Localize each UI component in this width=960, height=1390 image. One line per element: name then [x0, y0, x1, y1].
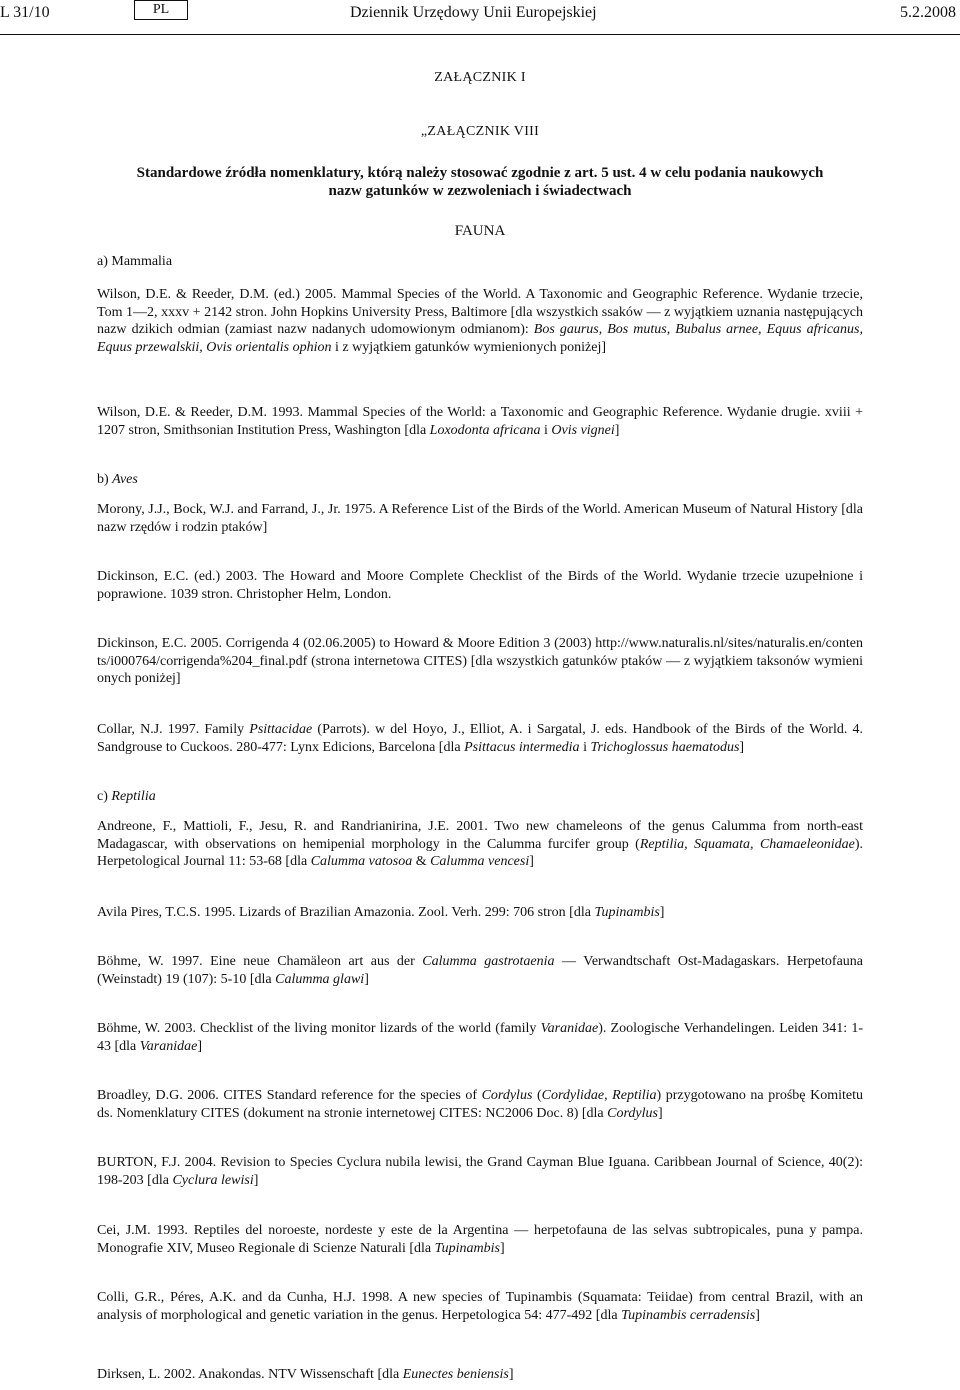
reference-entry: Morony, J.J., Bock, W.J. and Farrand, J., Jr. 1975. A Reference List of the Birds of the World. American Museum of Natural History [dla nazw rzędów i rodzin ptaków] — [97, 502, 863, 535]
reference-entry: Andreone, F., Mattioli, F., Jesu, R. and Randrianirina, J.E. 2001. Two new chameleons of the genus Calumma from north-east Madagascar, with observations on hemipenial morphology in the Calumma furcifer group (Reptilia, Squamata, Chamaeleonidae). Herpetological Journal 11: 53-68 [dla Calumma vatosoa & Calumma vencesi] — [97, 819, 863, 869]
section-prefix: b) — [97, 472, 109, 487]
annex-subtitle: „ZAŁĄCZNIK VIII — [420, 124, 540, 139]
issue-date: 5.2.2008 — [900, 4, 956, 21]
page-reference: L 31/10 — [0, 4, 50, 21]
reference-entry: Broadley, D.G. 2006. CITES Standard reference for the species of Cordylus (Cordylidae, Reptilia) przygotowano na prośbę Komitetu ds. Nomenklatury CITES (dokument na stronie internetowej CITES: NC2006 Doc. 8) [dla Cordylus] — [97, 1088, 863, 1121]
fauna-heading: FAUNA — [454, 223, 506, 239]
reference-entry: Wilson, D.E. & Reeder, D.M. 1993. Mammal Species of the World: a Taxonomic and Geographic Reference. Wydanie drugie. xviii + 1207 stron, Smithsonian Institution Press, Washington [dla Loxodonta africana i Ovis vignei] — [97, 405, 863, 438]
section-name: Aves — [112, 472, 138, 487]
reference-entry: Böhme, W. 1997. Eine neue Chamäleon art aus der Calumma gastrotaenia — Verwandtschaft Ost-Madagaskars. Herpetofauna (Weinstadt) 19 (107): 5-10 [dla Calumma glawi] — [97, 954, 864, 987]
document-title — [0, 164, 960, 200]
reference-entry: Wilson, D.E. & Reeder, D.M. (ed.) 2005. Mammal Species of the World. A Taxonomic and Geographic Reference. Wydanie trzecie, Tom 1—2, xxxv + 2142 stron. John Hopkins University Press, Baltimore [dla wszystkich ssaków — z wyjątkiem uznania następujących nazw dzikich odmian (zamiast nazw nadanych udomowionym odmianom): Bos gaurus, Bos mutus, Bubalus arnee, Equus africanus, Equus przewalskii, Ovis orientalis ophion i z wyjątkiem gatunków wymienionych poniżej] — [97, 287, 864, 355]
reference-entry: Böhme, W. 2003. Checklist of the living monitor lizards of the world (family Varanidae). Zoologische Verhandelingen. Leiden 341: 1-43 [dla Varanidae] — [97, 1021, 864, 1054]
reference-entry: Dirksen, L. 2002. Anakondas. NTV Wissenschaft [dla Eunectes beniensis] — [97, 1367, 514, 1382]
reference-entry: Avila Pires, T.C.S. 1995. Lizards of Brazilian Amazonia. Zool. Verh. 299: 706 stron [dla Tupinambis] — [97, 905, 665, 920]
journal-title: Dziennik Urzędowy Unii Europejskiej — [350, 4, 597, 21]
annex-title: ZAŁĄCZNIK I — [434, 70, 526, 85]
reference-entry: Cei, J.M. 1993. Reptiles del noroeste, nordeste y este de la Argentina — herpetofauna de las selvas subtropicales, puna y pampa. Monografie XIV, Museo Regionale di Scienze Naturali [dla Tupinambis] — [97, 1223, 863, 1256]
reference-entry: Colli, G.R., Péres, A.K. and da Cunha, H.J. 1998. A new species of Tupinambis (Squamata: Teiidae) from central Brazil, with an analysis of morphological and genetic variation in the genus. Herpetologica 54: 477-492 [dla Tupinambis cerradensis] — [97, 1290, 863, 1323]
section-name: Reptilia — [111, 789, 156, 804]
reference-entry: Collar, N.J. 1997. Family Psittacidae (Parrots). w del Hoyo, J., Elliot, A. i Sargatal, J. eds. Handbook of the Birds of the World. 4. Sandgrouse to Cuckoos. 280-477: Lynx Edicions, Barcelona [dla Psittacus intermedia i Trichoglossus haematodus] — [97, 722, 863, 755]
document-title-line-2: nazw gatunków w zezwoleniach i świadectwach — [328, 183, 632, 199]
section-aves — [97, 472, 138, 488]
page-header — [0, 4, 960, 24]
document-title-line-1: Standardowe źródła nomenklatury, którą należy stosować zgodnie z art. 5 ust. 4 w celu podania naukowych — [136, 165, 824, 181]
reference-entry: Dickinson, E.C. 2005. Corrigenda 4 (02.06.2005) to Howard & Moore Edition 3 (2003) http://www.naturalis.nl/sites/naturalis.en/contents/i000764/corrigenda%204_final.pdf (strona internetowa CITES) [dla wszystkich gatunków ptaków — z wyjątkiem taksonów wymienionych poniżej] — [97, 636, 863, 686]
section-prefix: c) — [97, 789, 108, 804]
section-name: Mammalia — [111, 254, 173, 269]
language-badge: PL — [134, 0, 188, 20]
header-rule — [0, 34, 960, 35]
section-prefix: a) — [97, 254, 108, 269]
reference-entry: BURTON, F.J. 2004. Revision to Species Cyclura nubila lewisi, the Grand Cayman Blue Iguana. Caribbean Journal of Science, 40(2): 198-203 [dla Cyclura lewisi] — [97, 1155, 863, 1188]
section-mammalia — [97, 254, 172, 270]
section-reptilia — [97, 789, 156, 805]
reference-entry: Dickinson, E.C. (ed.) 2003. The Howard and Moore Complete Checklist of the Birds of the World. Wydanie trzecie uzupełnione i poprawione. 1039 stron. Christopher Helm, London. — [97, 569, 863, 602]
